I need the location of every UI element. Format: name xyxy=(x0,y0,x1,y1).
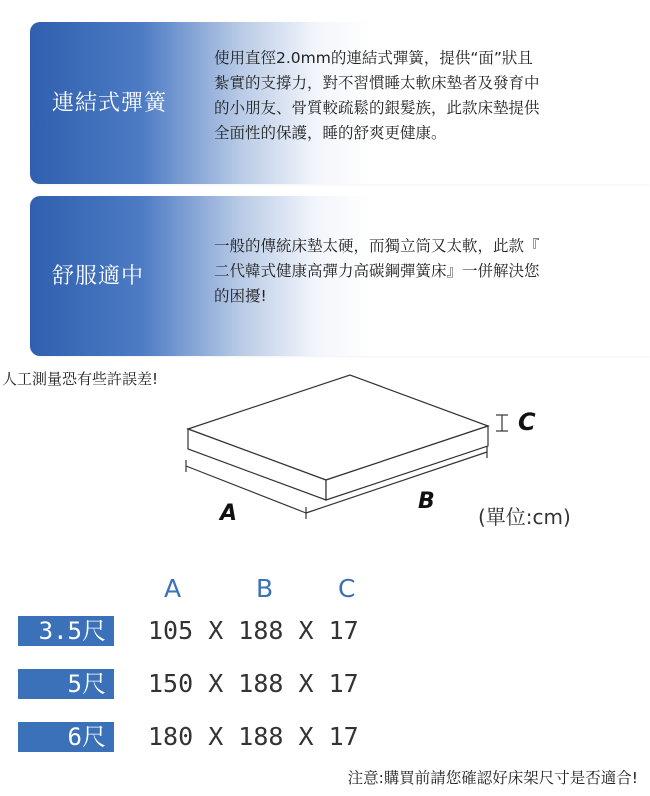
column-header-c: C xyxy=(338,574,356,603)
size-badge: 3.5尺 xyxy=(18,616,114,646)
feature-title: 舒服適中 xyxy=(52,264,145,289)
dimension-label-a: A xyxy=(220,501,238,526)
column-header-b: B xyxy=(256,574,274,603)
size-dimensions: 105 X 188 X 17 xyxy=(148,616,359,645)
feature-title: 連結式彈簧 xyxy=(52,91,168,116)
size-dimensions: 150 X 188 X 17 xyxy=(148,669,359,698)
feature-description xyxy=(214,234,614,309)
feature-line: 的小朋友、骨質較疏鬆的銀髮族，此款床墊提供 xyxy=(214,99,540,117)
unit-label: (單位:cm) xyxy=(478,505,571,529)
feature-line: 的困擾! xyxy=(214,287,267,305)
feature-card-connected-spring xyxy=(30,22,650,184)
size-badge: 6尺 xyxy=(18,722,114,752)
feature-line: 一般的傳統床墊太硬，而獨立筒又太軟，此款『 xyxy=(214,237,540,255)
mattress-dimension-diagram xyxy=(150,372,610,542)
column-header-a: A xyxy=(164,574,182,603)
measurement-warning: 人工測量恐有些許誤差! xyxy=(2,370,159,388)
feature-description xyxy=(214,46,614,146)
feature-line: 二代韓式健康高彈力高碳鋼彈簧床』一併解決您 xyxy=(214,262,540,280)
feature-card-comfort xyxy=(30,196,650,356)
dimension-label-b: B xyxy=(418,489,435,514)
size-dimensions: 180 X 188 X 17 xyxy=(148,722,359,751)
dimension-label-c: C xyxy=(518,408,536,436)
feature-line: 使用直徑2.0mm的連結式彈簧，提供“面”狀且 xyxy=(214,49,533,67)
size-badge: 5尺 xyxy=(18,669,114,699)
bed-frame-note: 注意:購買前請您確認好床架尺寸是否適合! xyxy=(347,769,638,787)
feature-line: 紮實的支撐力，對不習慣睡太軟床墊者及發育中 xyxy=(214,74,540,92)
feature-line: 全面性的保護，睡的舒爽更健康。 xyxy=(214,124,447,142)
